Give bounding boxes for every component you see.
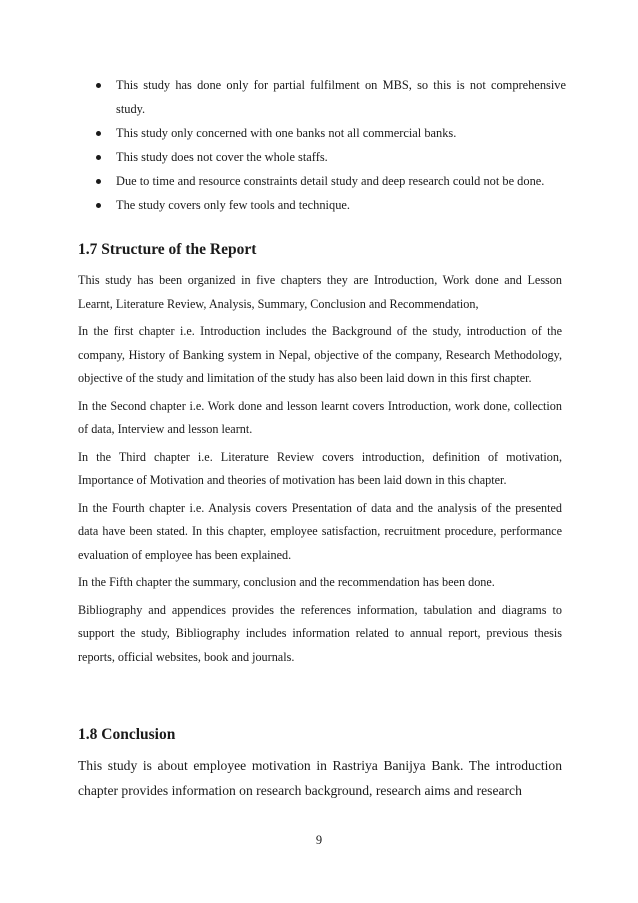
list-item: [96, 193, 566, 217]
list-item: [96, 73, 566, 121]
paragraph: This study is about employee motivation in Rastriya Banijya Bank. The introduction chapter provides information on research background, research aims and research: [78, 758, 562, 798]
paragraph: In the Third chapter i.e. Literature Review covers introduction, definition of motivation, Importance of Motivation and theories of motivation has been laid down in this chapter.: [78, 449, 562, 487]
bullet-icon: [96, 203, 101, 208]
bullet-icon: [96, 131, 101, 136]
page-number: 9: [315, 833, 323, 847]
list-item: [96, 145, 566, 169]
bullet-icon: [96, 155, 101, 160]
list-item: [96, 121, 566, 145]
paragraph: In the Fourth chapter i.e. Analysis covers Presentation of data and the analysis of the presented data have been stated. In this chapter, employee satisfaction, recruitment procedure, performance evaluation of employee has been explained.: [78, 500, 562, 562]
list-item: [96, 169, 566, 193]
paragraph: This study has been organized in five chapters they are Introduction, Work done and Lesson Learnt, Literature Review, Analysis, Summary, Conclusion and Recommendation,: [78, 273, 562, 311]
list-item-text: This study has done only for partial fulfilment on MBS, so this is not comprehensive study.: [116, 78, 566, 116]
section-heading-structure: 1.7 Structure of the Report: [78, 241, 257, 258]
section-heading-conclusion: 1.8 Conclusion: [78, 726, 176, 743]
list-item-text: Due to time and resource constraints detail study and deep research could not be done.: [116, 174, 545, 188]
structure-section-body: [78, 269, 562, 673]
bullet-icon: [96, 83, 101, 88]
paragraph: In the Second chapter i.e. Work done and lesson learnt covers Introduction, work done, collection of data, Interview and lesson learnt.: [78, 398, 562, 436]
limitations-list: [96, 73, 566, 217]
list-item-text: The study covers only few tools and technique.: [116, 198, 350, 212]
paragraph: In the Fifth chapter the summary, conclusion and the recommendation has been done.: [78, 575, 495, 589]
list-item-text: This study only concerned with one banks not all commercial banks.: [116, 126, 457, 140]
bullet-icon: [96, 179, 101, 184]
paragraph: In the first chapter i.e. Introduction includes the Background of the study, introduction of the company, History of Banking system in Nepal, objective of the company, Research Methodology, objective of the study and limitation of the study has also been laid down in this first chapter.: [78, 324, 562, 385]
list-item-text: This study does not cover the whole staffs.: [116, 150, 328, 164]
conclusion-section-body: [78, 753, 562, 807]
paragraph: Bibliography and appendices provides the references information, tabulation and diagrams to support the study, Bibliography includes information related to annual report, previous thesis reports, official websites, book and journals.: [78, 602, 562, 664]
